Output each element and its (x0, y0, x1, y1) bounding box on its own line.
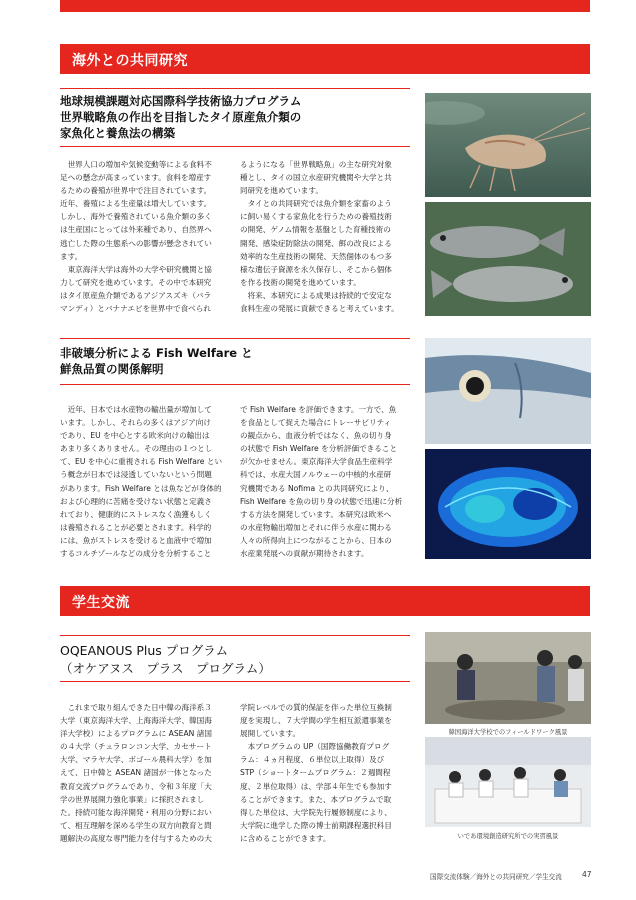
title-rule-bottom (60, 681, 410, 682)
article2-title: 非破壊分析による Fish Welfare と 鮮魚品質の関係解明 (60, 346, 253, 376)
title-rule-top (60, 88, 410, 89)
photo-caption: 韓国海洋大学校でのフィールドワーク風景 (448, 729, 568, 736)
title-rule-top (60, 635, 410, 636)
title-rule-top (60, 338, 410, 339)
page-number: 47 (582, 870, 592, 879)
article3-title: OQEANOUS Plus プログラム （オケアヌス プラス プログラム） (60, 643, 271, 676)
article2-body-left: 近年、日本では水産物の輸出量が増加して います。しかし、それらの多くはアジア向け であり、EU を中心とする欧米向けの輸出は あまり多くありません。その理由の１つとし て、EU を中心に重視される Fish Welfare とい う概念が日本では浸透していないという問題 があります。Fish Welfare とは魚などが身体的 および心理的に苦痛を受けない状態と定義さ れており、健康的にストレスなく漁獲もしく は養殖されることが必要とされます。科学的 には、魚がストレスを受けると血液中で増加 するコルチゾールなどの成分を分析すること (60, 405, 223, 559)
article3-body-left: これまで取り組んできた日中韓の海洋系３ 大学（東京海洋大学、上海海洋大学、韓国海 洋大学校）によるプログラムに ASEAN 諸国 の４大学（チュラロンコン大学、カセサート 大学、マラヤ大学、ボゴール農科大学）を加 えて、日中韓と ASEAN 諸国が一体となった 教育交流プログラムであり、令和３年度「大 学の世界展開力強化事業」に採択されまし た。持続可能な海洋開発・利用の分野におい て、相互理解を深める学生の双方向教育と問 題解決の高度な専門能力を付与するための大 (60, 703, 212, 843)
article1-title: 地球規模課題対応国際科学技術協力プログラム 世界戦略魚の作出を目指したタイ原産魚介類の 家魚化と養魚法の構築 (60, 94, 302, 140)
footer-breadcrumb: 国際交流体験／海外との共同研究／学生交流 (430, 873, 562, 881)
section-title: 海外との共同研究 (72, 53, 188, 69)
fieldwork-photo (425, 632, 591, 724)
top-accent-bar (60, 0, 590, 12)
fish-head-photo (425, 338, 591, 444)
shrimp-photo (425, 93, 591, 197)
article1-body-left: 世界人口の増加や気候変動等による食料不 足への懸念が高まっています。食料を増産す るための養殖が世界中で注目されています。 近年、養殖による生産量は増大しています。 しかし、海外で養殖されている魚介類の多く は生産国にとっては外来種であり、自然界へ 逃亡した際の生態系への影響が懸念されてい ます。 東京海洋大学は海外の大学や研究機関と協 力して研究を進めています。その中で本研究 はタイ原産魚介類であるアジアスズキ（バラ マンディ）とバナナエビを世界中で食べられ (60, 160, 212, 314)
section-title: 学生交流 (72, 595, 130, 611)
photo-caption: いであ環境創造研究所での実習風景 (457, 833, 559, 840)
section-header-student-exchange (60, 586, 590, 616)
article1-body-right: るようになる「世界戦略魚」の主な研究対象 種とし、タイの国立水産研究機関や大学と共 同研究を進めています。 タイとの共同研究では魚介類を家畜のよう に飼い易くする家魚化を行うための養殖技術 の開発、ゲノム情報を基盤とした育種技術の 開発、感染症防除法の開発、餌の改良による 効率的な生産技術の開発、天然個体のもつ多 様な遺伝子資源を永久保存し、そこから個体 を作る技術の開発を進めています。 将来、本研究による成果は持続的で安定な 食料生産の発展に貢献できると考えています。 (240, 160, 399, 314)
barramundi-photo (425, 202, 591, 316)
article2-body-right: で Fish Welfare を評価できます。一方で、魚 を食品として捉えた場合にトレーサビリティ の観点から、血液分析ではなく、魚の切り身 の状態で Fish Welfare を分析評価できること が欠かせません。東京海洋大学食品生産科学 科では、水産大国ノルウェーの中核的水産研 究機関である Nofima との共同研究により、 Fish Welfare を魚の切り身の状態で迅速に分析 する方法を開発しています。本研究は欧米へ の水産物輸出増加とそれに伴う水産に関わる 人々の所得向上につながることから、日本の 水産業発展への貢献が期待されます。 (240, 405, 403, 559)
title-rule-bottom (60, 146, 410, 147)
section-header-joint-research (60, 44, 590, 74)
lab-practice-photo (425, 737, 591, 827)
article3-body-right: 学院レベルでの質的保証を伴った単位互換制 度を実現し、７大学間の学生相互派遣事業を 展開しています。 本プログラムの UP（国際協働教育プログ ラム：４ヵ月程度、６単位以上取得）及び STP（ショートタームプログラム：２週間程 度、２単位取得）は、学部４年生でも参加す ることができます。また、本プログラムで取 得した単位は、大学院先行履修制度により、 大学院に進学した際の博士前期課程選択科目 に含めることができます。 (240, 703, 392, 843)
title-rule-bottom (60, 384, 410, 385)
fish-fillet-fluorescence-image (425, 449, 591, 559)
